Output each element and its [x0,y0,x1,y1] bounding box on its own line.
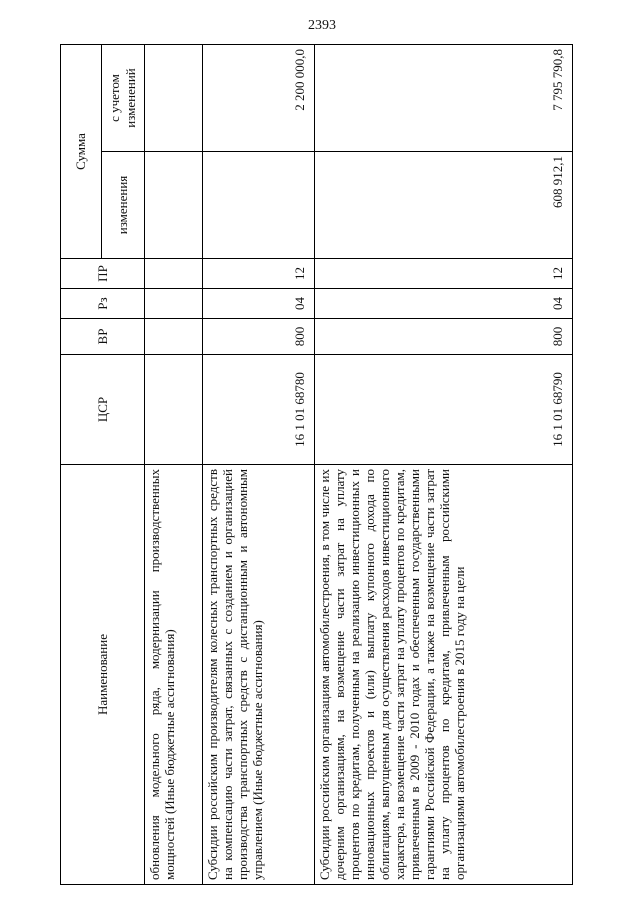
budget-table-sheet [60,45,590,885]
col-header-pr: ПР [61,259,145,289]
row-vr: 800 [203,319,315,355]
table-row [145,45,203,885]
row-rz: 04 [203,289,315,319]
col-header-csr: ЦСР [61,355,145,465]
table-row [315,45,573,885]
row-name [315,465,573,885]
header-row [61,45,102,885]
row-pr: 12 [315,259,573,289]
col-header-name: Наименование [61,465,145,885]
row-csr: 16 1 01 68790 [315,355,573,465]
table-row [203,45,315,885]
row-rz: 04 [315,289,573,319]
col-header-changes: изменения [102,152,145,259]
row-name-text: Субсидии российским производителям колесных транспортных средств на компенсацию части затрат, связанных с созданием и организацией производства транспортных средств с дистанционным и автономным управлением (Иные бюджетные ассигнования) [205,469,265,880]
row-name [203,465,315,885]
row-changes: 608 912,1 [315,152,573,259]
col-header-vr: ВР [61,319,145,355]
row-name [145,465,203,885]
row-vr [145,319,203,355]
row-csr: 16 1 01 68780 [203,355,315,465]
row-pr: 12 [203,259,315,289]
row-name-text: обновления модельного ряда, модернизации производственных мощностей (Иные бюджетные ассигнования) [147,469,177,880]
budget-table [60,44,573,885]
row-with-changes: 7 795 790,8 [315,45,573,152]
row-rz [145,289,203,319]
page-number: 2393 [308,18,336,33]
row-changes [145,152,203,259]
row-vr: 800 [315,319,573,355]
row-name-text: Субсидии российским организациям автомобилестроения, в том числе их дочерним организациям, на возмещение части затрат на уплату процентов по кредитам, полученным на реализацию инвестиционных и инновационных проектов и (или) выплату купонного дохода по облигациям, выпущенным для осуществления расходов инвестиционного характера, на возмещение части затрат на уплату процентов по кредитам, привлеченным в 2009 - 2010 годах и обеспеченным государственными гарантиями Российской Федерации, а также на возмещение части затрат на уплату процентов по кредитам, привлеченным российскими организациями автомобилестроения в 2015 году на цели [317,469,467,880]
col-header-rz: Рз [61,289,145,319]
col-header-with-changes: с учетом изменений [102,45,145,152]
row-changes [203,152,315,259]
row-with-changes [145,45,203,152]
col-header-sum: Сумма [61,45,102,259]
row-with-changes: 2 200 000,0 [203,45,315,152]
row-pr [145,259,203,289]
row-csr [145,355,203,465]
